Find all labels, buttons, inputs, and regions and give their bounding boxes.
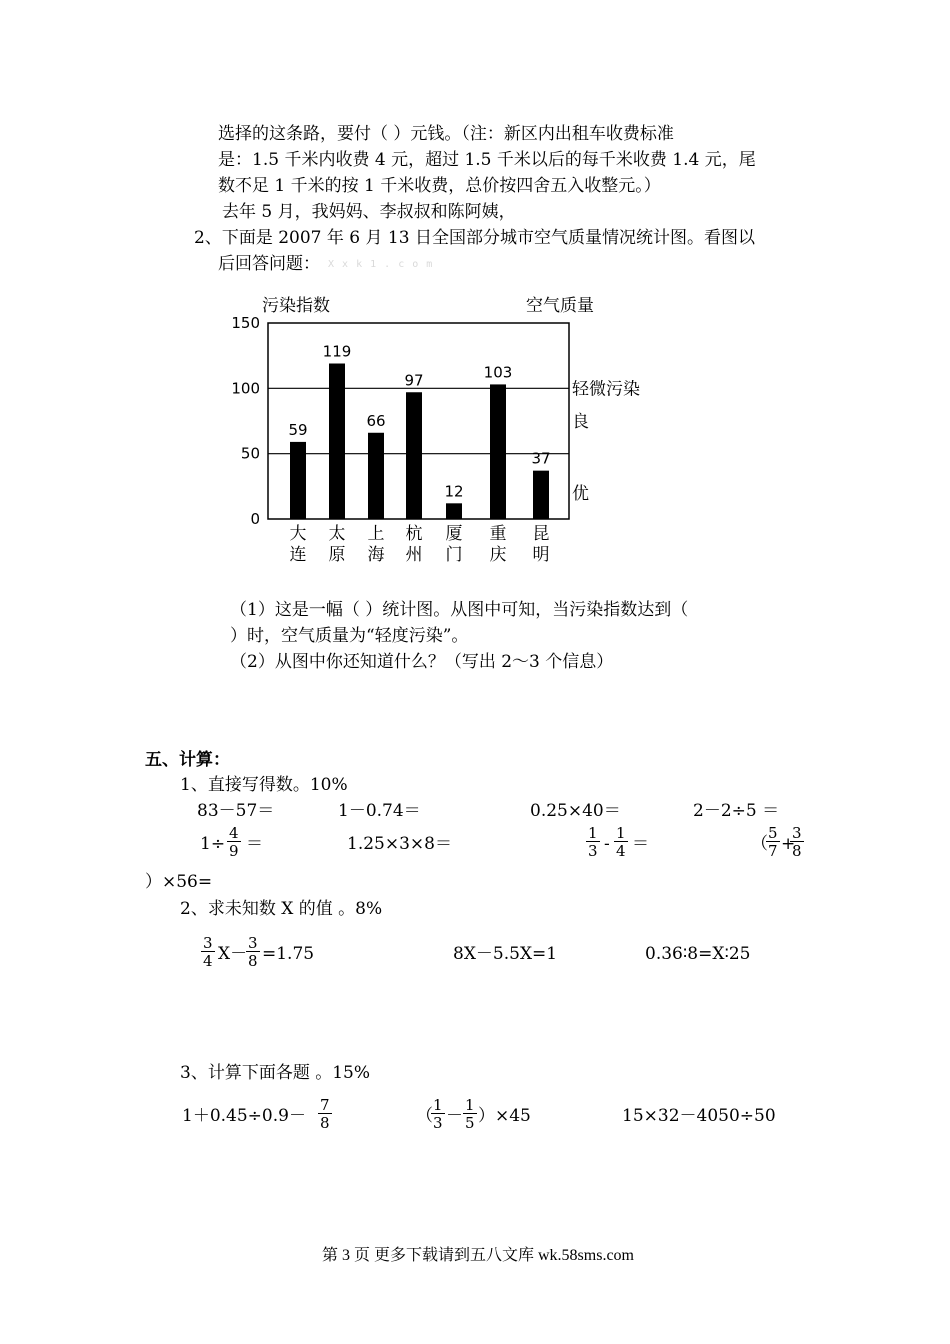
fraction <box>614 826 628 859</box>
numerator: 3 <box>792 824 802 842</box>
problem: 83－57＝ <box>197 801 275 821</box>
denominator: 8 <box>792 842 802 860</box>
operator: + <box>781 834 796 854</box>
bar <box>446 503 462 519</box>
bar <box>329 364 345 519</box>
numerator: 3 <box>203 934 213 952</box>
text-line: 选择的这条路，要付（ ）元钱。（注：新区内出租车收费标准 <box>218 124 674 144</box>
bar-value-label: 37 <box>531 449 551 468</box>
numerator: 1 <box>616 824 626 842</box>
category-label: 庆 <box>489 545 507 565</box>
category-label: 明 <box>532 545 550 565</box>
denominator: 8 <box>320 1114 330 1132</box>
problem: 1－0.74＝ <box>338 801 421 821</box>
numerator: 3 <box>248 934 258 952</box>
y-tick-label: 50 <box>240 444 260 463</box>
bar <box>290 442 306 519</box>
denominator: 5 <box>465 1114 475 1132</box>
numerator: 5 <box>768 824 778 842</box>
watermark: X x k 1 . c o m <box>328 259 434 270</box>
problem: 1.25×3×8＝ <box>347 834 452 854</box>
fraction <box>318 1098 332 1131</box>
category-label: 海 <box>367 545 385 565</box>
denominator: 9 <box>229 842 239 860</box>
quality-label: 轻微污染 <box>572 379 640 400</box>
bar <box>533 471 549 519</box>
denominator: 3 <box>433 1114 443 1132</box>
numerator: 1 <box>465 1096 475 1114</box>
category-label: 昆 <box>532 524 550 544</box>
question-1-line1: （1）这是一幅（ ）统计图。从图中可知，当污染指数达到（ <box>230 600 689 620</box>
denominator: 7 <box>768 842 778 860</box>
section-heading: 五、计算： <box>145 750 230 770</box>
expression: 15×32－4050÷50 <box>622 1106 776 1126</box>
problem-prefix: 1÷ <box>200 834 226 854</box>
equation: 0.36∶8=X∶25 <box>645 944 751 964</box>
part-1-title: 1、直接写得数。10% <box>180 775 348 795</box>
category-label: 连 <box>289 545 307 565</box>
open-paren: （ <box>416 1106 433 1126</box>
category-label: 杭 <box>405 524 423 544</box>
category-label: 厦 <box>445 524 463 544</box>
question-2-title: 2、下面是 2007 年 6 月 13 日全国部分城市空气质量情况统计图。看图以 <box>194 228 755 248</box>
bar-value-label: 12 <box>444 482 464 501</box>
problem: 0.25×40＝ <box>530 801 621 821</box>
fraction <box>201 936 215 969</box>
category-label: 重 <box>489 524 507 544</box>
equals-sign: ＝ <box>632 834 649 854</box>
bar <box>490 384 506 519</box>
category-label: 上 <box>367 524 385 544</box>
air-quality-bar-chart <box>200 285 670 585</box>
quality-label: 良 <box>572 412 589 432</box>
fraction <box>463 1098 477 1131</box>
y-tick-label: 150 <box>231 314 260 332</box>
operator: - <box>604 834 610 854</box>
denominator: 3 <box>588 842 598 860</box>
part-3-title: 3、计算下面各题 。15% <box>180 1063 371 1083</box>
quality-title: 空气质量 <box>526 296 594 316</box>
fraction <box>227 826 241 859</box>
category-label: 州 <box>405 545 423 565</box>
equation-part: X－ <box>218 944 248 964</box>
y-tick-label: 100 <box>231 379 260 398</box>
y-axis-title: 污染指数 <box>262 296 330 316</box>
category-label: 门 <box>445 545 463 565</box>
problem: 2－2÷5 ＝ <box>693 801 780 821</box>
open-paren: （ <box>751 834 768 854</box>
bar <box>406 392 422 519</box>
category-label: 大 <box>289 524 307 544</box>
bar-value-label: 59 <box>288 420 308 439</box>
fraction <box>431 1098 445 1131</box>
fraction <box>586 826 600 859</box>
question-2-line: （2）从图中你还知道什么？（写出 2～3 个信息） <box>230 652 614 672</box>
denominator: 4 <box>616 842 626 860</box>
bar-value-label: 66 <box>366 411 386 430</box>
bar-value-label: 103 <box>483 363 513 382</box>
fraction <box>790 826 804 859</box>
expression-tail: ）×45 <box>478 1106 531 1126</box>
bar-value-label: 97 <box>404 371 424 390</box>
y-tick-label: 0 <box>250 510 260 528</box>
denominator: 4 <box>203 952 213 970</box>
expression: 1＋0.45÷0.9－ <box>182 1106 306 1126</box>
fraction <box>246 936 260 969</box>
text-line: 是：1.5 千米内收费 4 元，超过 1.5 千米以后的每千米收费 1.4 元，尾 <box>218 150 756 170</box>
equation: 8X－5.5X=1 <box>453 944 558 964</box>
operator: － <box>446 1106 463 1126</box>
quality-label: 优 <box>572 483 589 504</box>
problem-tail: ）×56= <box>145 872 213 892</box>
part-2-title: 2、求未知数 X 的值 。8% <box>180 899 383 919</box>
numerator: 4 <box>229 824 239 842</box>
equals-sign: ＝ <box>246 834 263 854</box>
numerator: 7 <box>320 1096 330 1114</box>
category-label: 太 <box>328 524 346 544</box>
bar <box>368 433 384 519</box>
text-line: 数不足 1 千米的按 1 千米收费，总价按四舍五入收整元。） <box>218 176 661 196</box>
fraction <box>766 826 780 859</box>
bar-value-label: 119 <box>322 342 352 361</box>
question-1-line2: ）时，空气质量为“轻度污染”。 <box>230 626 469 646</box>
category-label: 原 <box>328 545 346 565</box>
equation-part: =1.75 <box>262 944 315 964</box>
question-2-subtitle: 后回答问题： <box>218 254 320 274</box>
page-footer: 第 3 页 更多下载请到五八文库 wk.58sms.com <box>322 1247 635 1264</box>
text-line: 去年 5 月，我妈妈、李叔叔和陈阿姨， <box>222 202 516 222</box>
numerator: 1 <box>588 824 598 842</box>
denominator: 8 <box>248 952 258 970</box>
numerator: 1 <box>433 1096 443 1114</box>
